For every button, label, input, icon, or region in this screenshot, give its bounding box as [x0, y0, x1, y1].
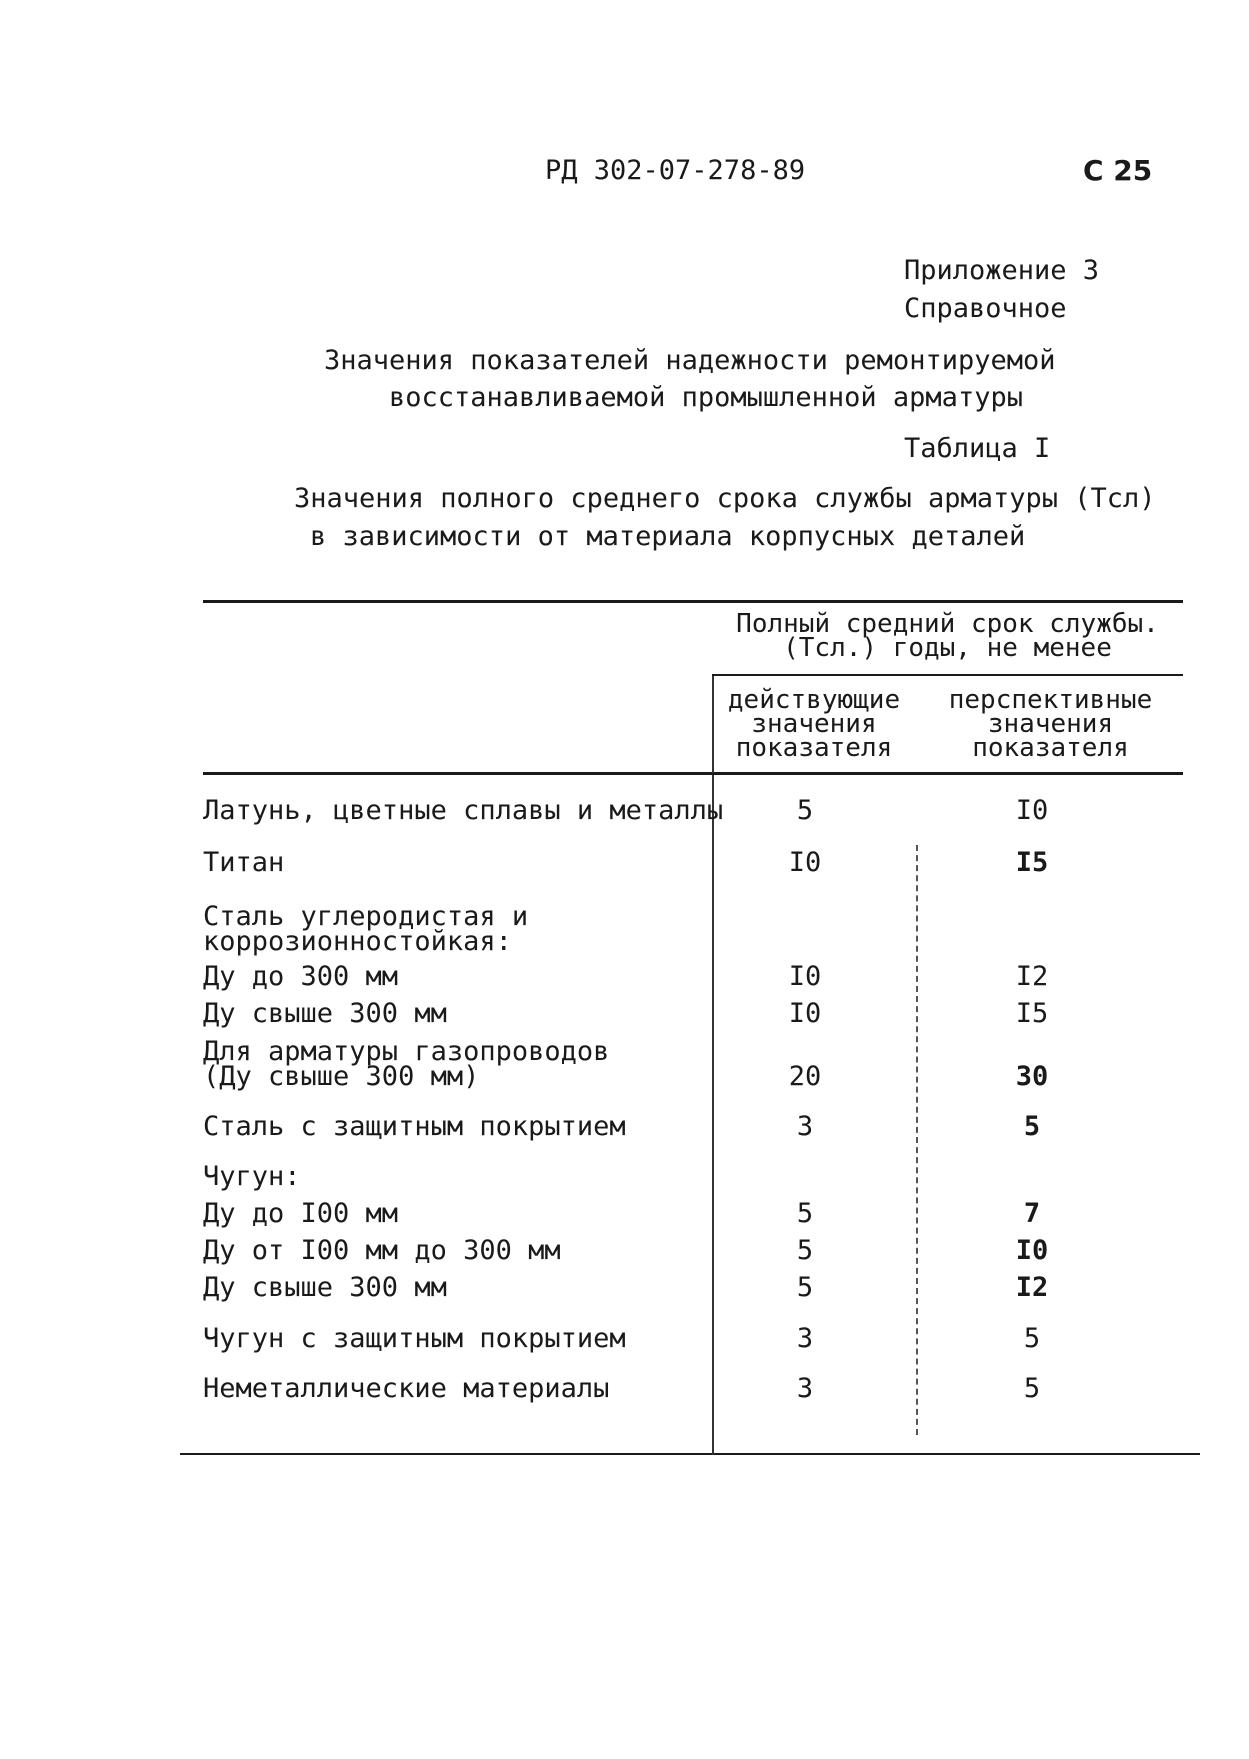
row-prospective-value: 5	[1023, 1323, 1041, 1354]
row-current-value: I0	[788, 998, 822, 1029]
row-prospective-value: I5	[1015, 847, 1049, 878]
page-number: С 25	[1083, 154, 1153, 187]
row-current-value: 3	[796, 1111, 814, 1142]
col2-header-line2: значения	[987, 709, 1114, 739]
table-title-line1: Значения полного среднего срока службы арматуры (Тсл)	[294, 483, 1156, 514]
appendix-kind: Справочное	[904, 293, 1067, 324]
row-current-value: 5	[796, 1272, 814, 1303]
row-prospective-value: I2	[1015, 1272, 1049, 1303]
row-label: коррозионностойкая:	[203, 926, 512, 957]
row-label: Ду до I00 мм	[203, 1198, 399, 1229]
col1-header-line3: показателя	[735, 733, 893, 763]
row-prospective-value: 30	[1015, 1061, 1049, 1092]
row-label: Неметаллические материалы	[203, 1373, 610, 1404]
row-current-value: I0	[788, 847, 822, 878]
row-prospective-value: 5	[1023, 1111, 1041, 1142]
row-prospective-value: I0	[1015, 1235, 1049, 1266]
row-label: Ду свыше 300 мм	[203, 998, 447, 1029]
body-column-divider	[712, 775, 714, 1455]
col2-header-line1: перспективные	[948, 685, 1153, 715]
row-prospective-value: I2	[1015, 961, 1049, 992]
row-prospective-value: I0	[1015, 795, 1049, 826]
row-current-value: 5	[796, 1235, 814, 1266]
document-title-line1: Значения показателей надежности ремонтируемой	[324, 345, 1056, 376]
table-label: Таблица I	[904, 433, 1051, 464]
row-current-value: 5	[796, 1198, 814, 1229]
row-prospective-value: I5	[1015, 998, 1049, 1029]
table-title-line2: в зависимости от материала корпусных деталей	[310, 521, 1026, 552]
row-label: Сталь углеродистая и	[203, 901, 529, 932]
col1-header-line1: действующие	[727, 685, 901, 715]
row-label: (Ду свыше 300 мм)	[203, 1061, 480, 1092]
row-label: Чугун:	[203, 1161, 301, 1192]
header-bottom-rule	[203, 772, 1183, 775]
body-column-divider-dashed	[916, 845, 918, 1435]
row-current-value: 3	[796, 1323, 814, 1354]
row-label: Ду от I00 мм до 300 мм	[203, 1235, 561, 1266]
row-label: Титан	[203, 847, 285, 878]
row-label: Для арматуры газопроводов	[203, 1036, 610, 1067]
row-prospective-value: 5	[1023, 1373, 1041, 1404]
document-code: РД 302-07-278-89	[545, 155, 806, 186]
row-label: Ду до 300 мм	[203, 961, 399, 992]
table-bottom-rule	[180, 1453, 1200, 1455]
appendix-label: Приложение 3	[904, 255, 1100, 286]
row-label: Латунь, цветные сплавы и металлы	[203, 795, 724, 826]
group-header-line1: Полный средний срок службы.	[736, 609, 1159, 639]
table-top-rule	[203, 600, 1183, 603]
row-label: Ду свыше 300 мм	[203, 1272, 447, 1303]
group-header-rule	[712, 674, 1183, 676]
row-current-value: 20	[788, 1061, 822, 1092]
document-title-line2: восстанавливаемой промышленной арматуры	[389, 382, 1023, 413]
row-current-value: 3	[796, 1373, 814, 1404]
row-current-value: I0	[788, 961, 822, 992]
col2-header-line3: показателя	[972, 733, 1129, 763]
row-label: Сталь с защитным покрытием	[203, 1111, 626, 1142]
row-label: Чугун с защитным покрытием	[203, 1323, 626, 1354]
col1-header-line2: значения	[751, 709, 877, 739]
group-header-line2: (Тсл.) годы, не менее	[783, 633, 1112, 663]
row-current-value: 5	[796, 795, 814, 826]
row-prospective-value: 7	[1023, 1198, 1041, 1229]
